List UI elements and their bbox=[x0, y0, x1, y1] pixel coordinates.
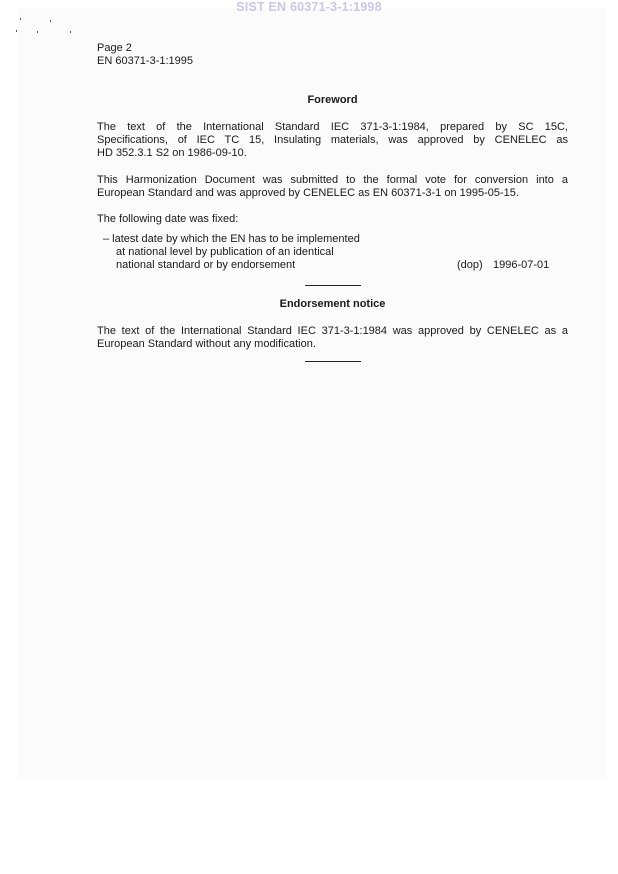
list-item-line: at national level by publication of an identical bbox=[116, 246, 334, 258]
paragraph-line: The text of the International Standard IEC 371-3-1:1984, prepared by SC 15C, bbox=[97, 121, 568, 133]
scan-speck bbox=[20, 18, 21, 20]
scan-speck bbox=[37, 31, 38, 33]
document-id: EN 60371-3-1:1995 bbox=[97, 55, 194, 67]
paragraph-line: Specifications, of IEC TC 15, Insulating materials, was approved by CENELEC as bbox=[97, 134, 568, 146]
date-value: 1996-07-01 bbox=[493, 259, 550, 271]
endorsement-heading: Endorsement notice bbox=[279, 298, 386, 310]
scan-speck bbox=[70, 31, 71, 33]
paragraph-line: European Standard without any modification. bbox=[97, 338, 316, 350]
watermark: SIST EN 60371-3-1:1998 bbox=[236, 0, 382, 14]
paragraph-line: This Harmonization Document was submitted to the formal vote for conversion into a bbox=[97, 174, 568, 186]
section-divider bbox=[305, 285, 361, 286]
list-item-line: national standard or by endorsement bbox=[116, 259, 296, 271]
scan-speck bbox=[16, 30, 17, 32]
section-divider bbox=[305, 361, 361, 362]
list-item-line: – latest date by which the EN has to be implemented bbox=[103, 233, 360, 245]
page-number: Page 2 bbox=[97, 42, 132, 54]
date-code: (dop) bbox=[457, 259, 483, 271]
paragraph-line: European Standard and was approved by CENELEC as EN 60371-3-1 on 1995-05-15. bbox=[97, 187, 519, 199]
foreword-heading: Foreword bbox=[307, 94, 358, 106]
scan-speck bbox=[50, 20, 51, 22]
paragraph-line: The text of the International Standard IEC 371-3-1:1984 was approved by CENELEC as a bbox=[97, 325, 568, 337]
dates-intro: The following date was fixed: bbox=[97, 213, 239, 225]
paragraph-line: HD 352.3.1 S2 on 1986-09-10. bbox=[97, 147, 247, 159]
